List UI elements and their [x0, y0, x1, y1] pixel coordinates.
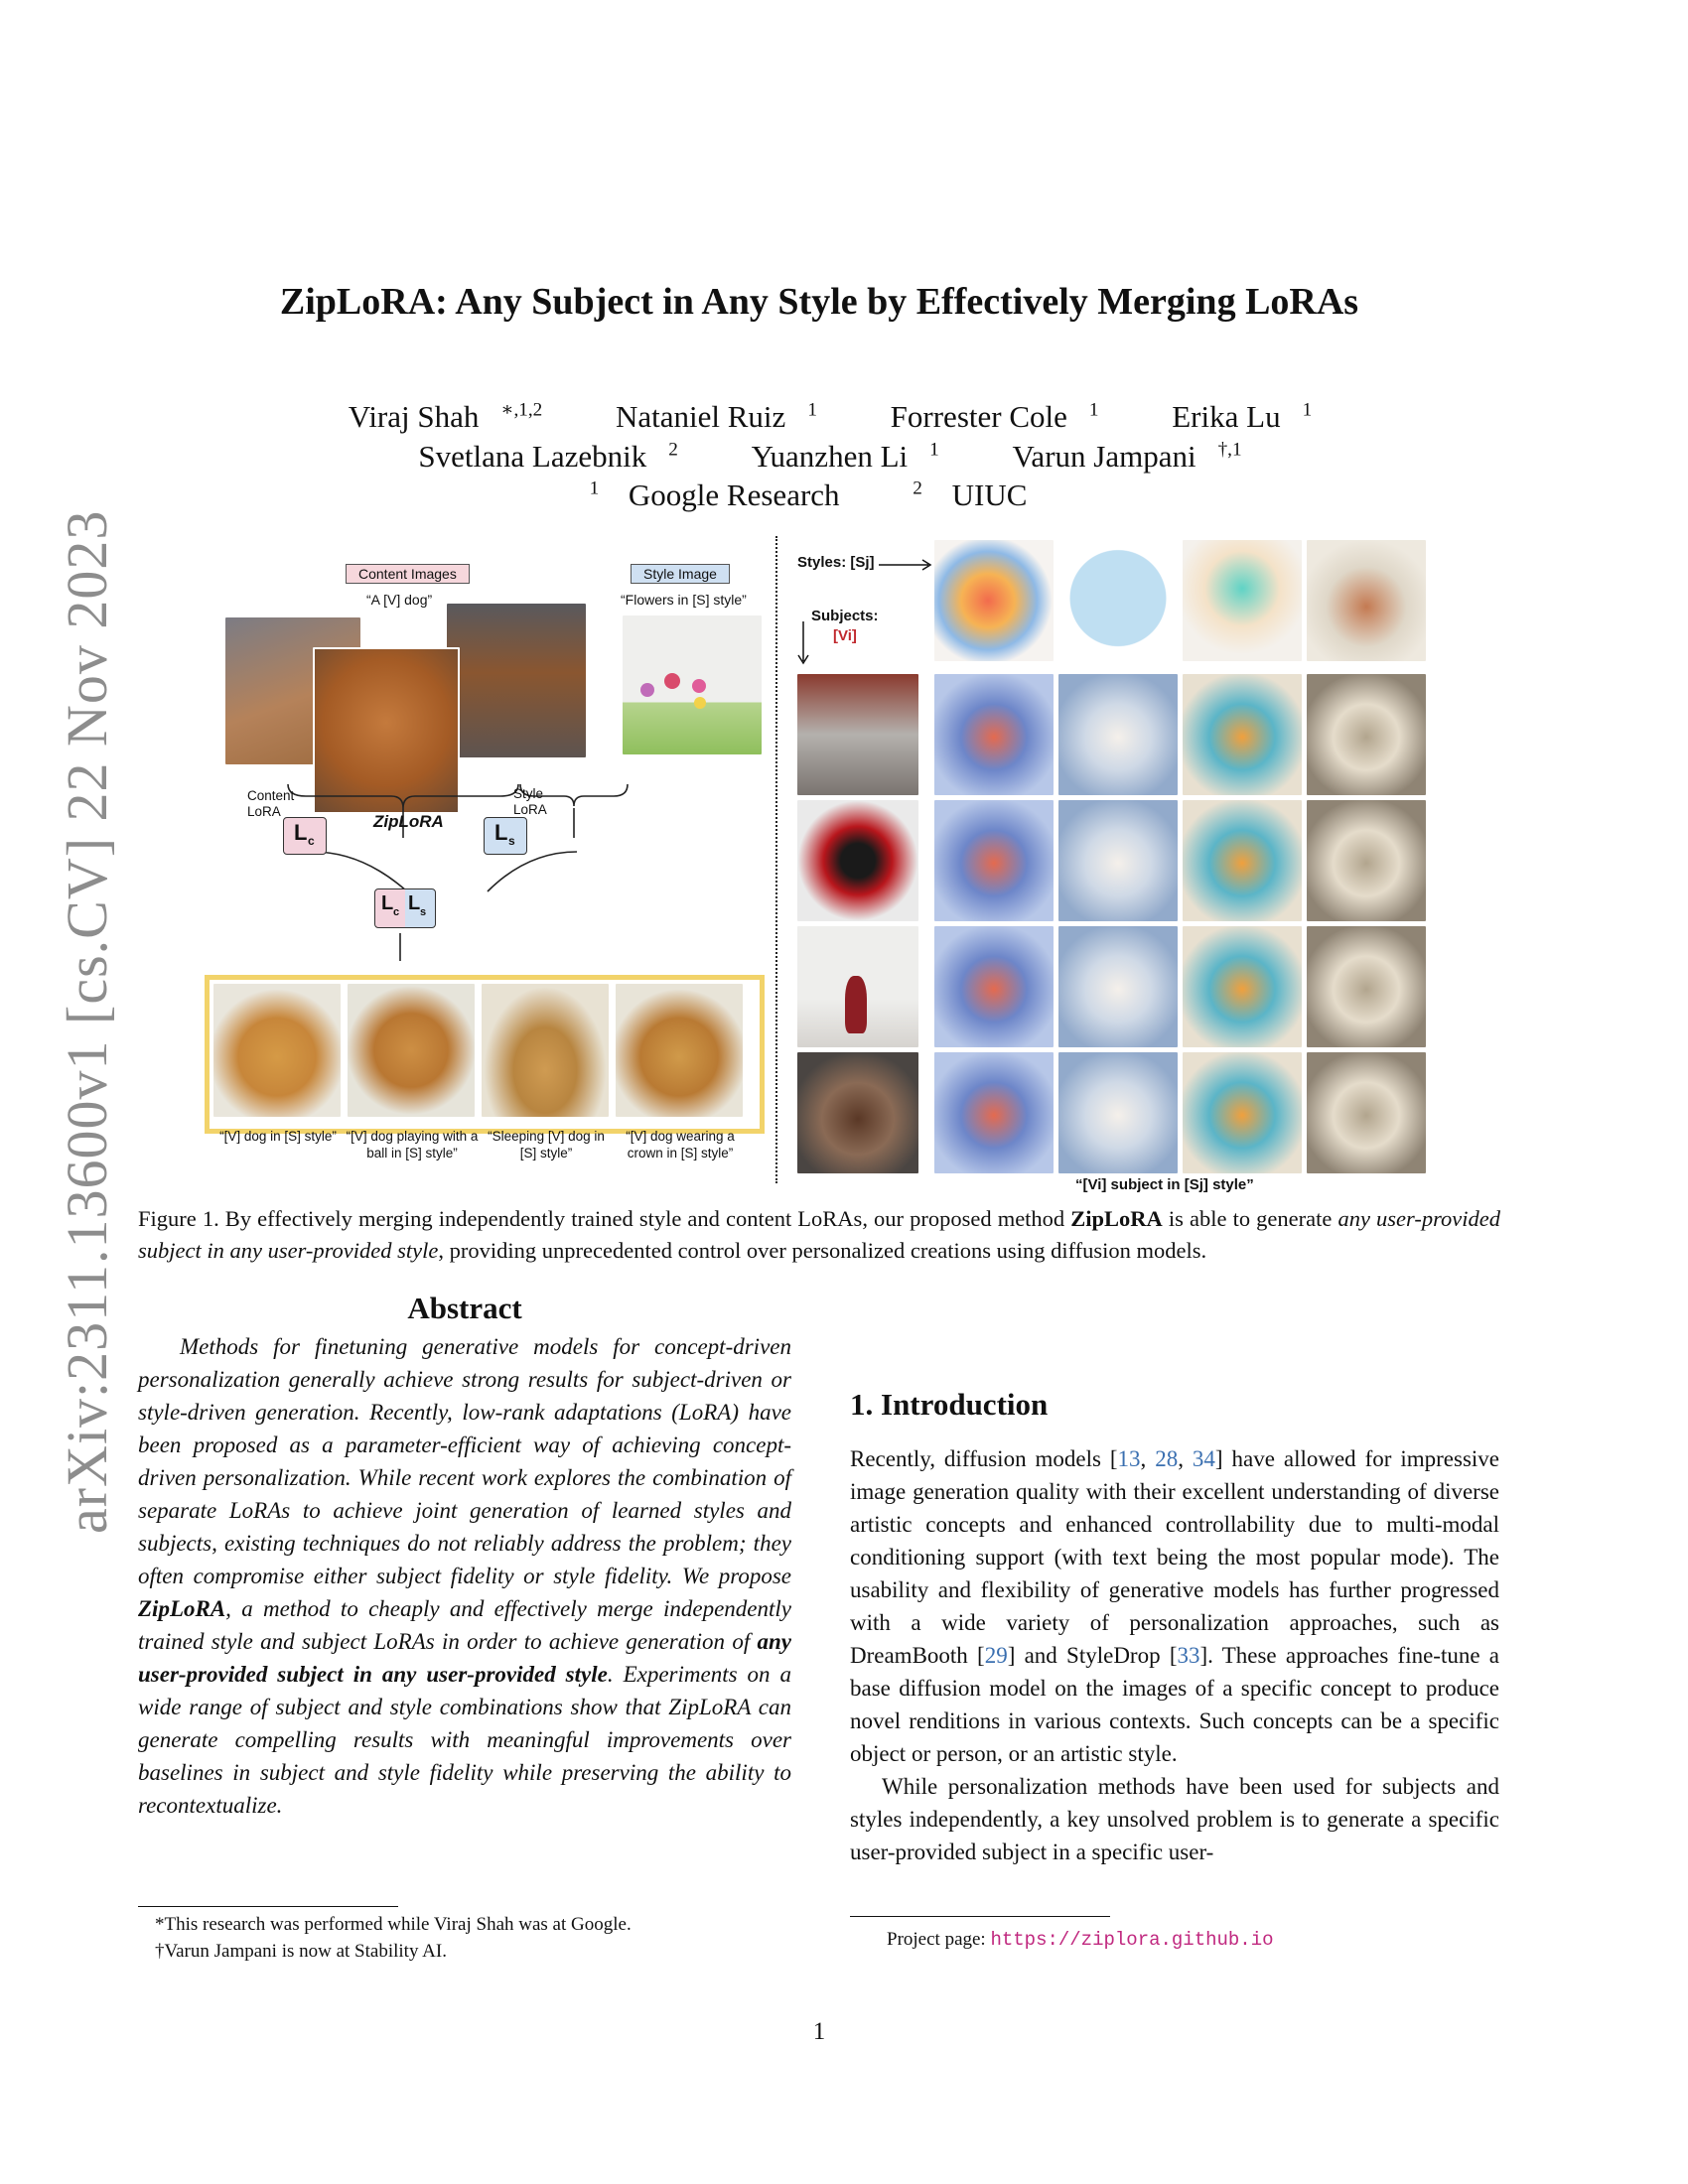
author: Yuanzhen Li $^1$: [751, 439, 939, 475]
grid-caption: “[Vi] subject in [Sj] style”: [1075, 1176, 1254, 1193]
generated-image: [1058, 1052, 1178, 1173]
footnote: *This research was performed while Viraj Shah was at Google.: [155, 1914, 632, 1935]
output-image: [348, 984, 475, 1117]
project-footnote: Project page: https://ziplora.github.io: [887, 1929, 1274, 1951]
ziplora-label: ZipLoRA: [373, 812, 444, 831]
generated-image: [1307, 1052, 1426, 1173]
citation-link[interactable]: 34: [1192, 1446, 1215, 1471]
style-prompt: “Flowers in [S] style”: [621, 592, 747, 608]
author: Forrester Cole $^1$: [890, 399, 1099, 435]
style-exemplar: [934, 540, 1054, 661]
subject-photo: [797, 800, 918, 921]
generated-image: [1307, 800, 1426, 921]
author: Svetlana Lazebnik $^2$: [418, 439, 678, 475]
generated-image: [1183, 674, 1302, 795]
abstract-text: Methods for finetuning generative models for concept-driven personalization generally achieve strong results for subject-driven or style-driven generation. Recently, low-rank adaptations (LoRA) have been proposed as a parameter-efficient way of achieving concept-driven personalization. While recent work explores the combination of separate LoRAs to achieve joint generation of learned styles and subjects, existing techniques do not reliably address the problem; they often compromise either subject fidelity or style fidelity. We propose ZipLoRA, a method to cheaply and effectively merge independently trained style and subject LoRAs in order to achieve generation of any user-provided subject in any user-provided style. Experiments on a wide range of subject and style combinations show that ZipLoRA can generate compelling results with meaningful improvements over baselines in subject and style fidelity while preserving the ability to recontextualize.: [138, 1334, 791, 1818]
output-image: [482, 984, 609, 1117]
arxiv-stamp: arXiv:2311.13600v1 [cs.CV] 22 Nov 2023: [55, 509, 119, 1534]
output-caption: “Sleeping [V] dog in [S] style”: [488, 1129, 605, 1160]
generated-image: [1183, 926, 1302, 1047]
content-lora-label: Content LoRA: [247, 788, 295, 819]
author: Erika Lu $^1$: [1172, 399, 1313, 435]
output-caption: “[V] dog playing with a ball in [S] style”: [346, 1129, 479, 1160]
style-exemplar: [1058, 540, 1178, 661]
generated-image: [1183, 1052, 1302, 1173]
affiliations: [0, 470, 1638, 515]
styles-label: Styles: [Sj]: [797, 554, 875, 571]
subject-photo: [797, 1052, 918, 1173]
ziplora-block: L c L s: [374, 888, 436, 928]
content-prompt: “A [V] dog”: [366, 592, 433, 608]
generated-image: [1307, 926, 1426, 1047]
style-exemplar: [1183, 540, 1302, 661]
affiliation: $^1$ Google Research: [589, 478, 840, 513]
generated-image: [934, 1052, 1054, 1173]
figure-divider: [775, 536, 777, 1183]
citation-link[interactable]: 13: [1117, 1446, 1141, 1471]
arrow-down-icon: [797, 621, 809, 671]
content-lora-block: L c: [283, 817, 327, 855]
style-exemplar: [1307, 540, 1426, 661]
intro-heading: 1. Introduction: [850, 1387, 1049, 1422]
footnote-rule: [850, 1916, 1110, 1917]
generated-image: [1058, 800, 1178, 921]
paper-title: ZipLoRA: Any Subject in Any Style by Effectively Merging LoRAs: [279, 281, 1359, 323]
generated-image: [934, 800, 1054, 921]
generated-image: [934, 926, 1054, 1047]
style-lora-label: Style LoRA: [513, 786, 547, 817]
author: Varun Jampani $^{\dagger,1}$: [1012, 439, 1242, 475]
abstract-heading: Abstract: [407, 1291, 522, 1325]
citation-link[interactable]: 29: [984, 1643, 1008, 1668]
content-images-tag: Content Images: [346, 564, 470, 584]
figure-1: [204, 536, 1455, 1193]
style-image-tag: Style Image: [631, 564, 730, 584]
page-number: 1: [812, 2018, 826, 2045]
footnote: †Varun Jampani is now at Stability AI.: [155, 1941, 447, 1962]
citation-link[interactable]: 28: [1155, 1446, 1179, 1471]
citation-link[interactable]: 33: [1177, 1643, 1200, 1668]
subjects-label: Subjects:: [811, 608, 879, 624]
generated-image: [1058, 926, 1178, 1047]
intro-text: Recently, diffusion models [13, 28, 34] have allowed for impressive image generation quality with their excellent understanding of diverse artistic concepts and enhanced controllability due to multi-modal conditioning support (with text being the most popular mode). The usability and flexibility of generative models has further progressed with a wide variety of personalization approaches, such as DreamBooth [29] and StyleDrop [33]. These approaches fine-tune a base diffusion model on the images of a specific concept to produce novel renditions in various contexts. Such concepts can be a specific object or person, or an artistic style. While personalization methods have been used for subjects and styles independently, a key unsolved problem is to generate a specific user-provided subject in a specific user-: [850, 1446, 1500, 1864]
output-caption: “[V] dog in [S] style”: [219, 1129, 337, 1144]
output-image: [616, 984, 743, 1117]
figure-caption: Figure 1. By effectively merging independently trained style and content LoRAs, our proposed method ZipLoRA is able to generate any user-provided subject in any user-provided style, providing unprecedented control over personalized creations using diffusion models.: [138, 1206, 1500, 1263]
subject-photo: [797, 674, 918, 795]
footnote-rule: [138, 1906, 398, 1907]
generated-image: [1058, 674, 1178, 795]
output-caption: “[V] dog wearing a crown in [S] style”: [626, 1129, 735, 1160]
style-lora-block: L s: [484, 817, 527, 855]
author: Viraj Shah $^{∗,1,2}$: [348, 399, 543, 435]
generated-image: [1183, 800, 1302, 921]
project-link[interactable]: https://ziplora.github.io: [990, 1929, 1274, 1951]
output-image: [213, 984, 341, 1117]
subject-photo: [797, 926, 918, 1047]
subjects-var: [Vi]: [833, 627, 857, 644]
generated-image: [934, 674, 1054, 795]
author: Nataniel Ruiz $^1$: [616, 399, 817, 435]
generated-image: [1307, 674, 1426, 795]
affiliation: $^2$ UIUC: [913, 478, 1028, 513]
arrow-right-icon: [879, 558, 938, 572]
